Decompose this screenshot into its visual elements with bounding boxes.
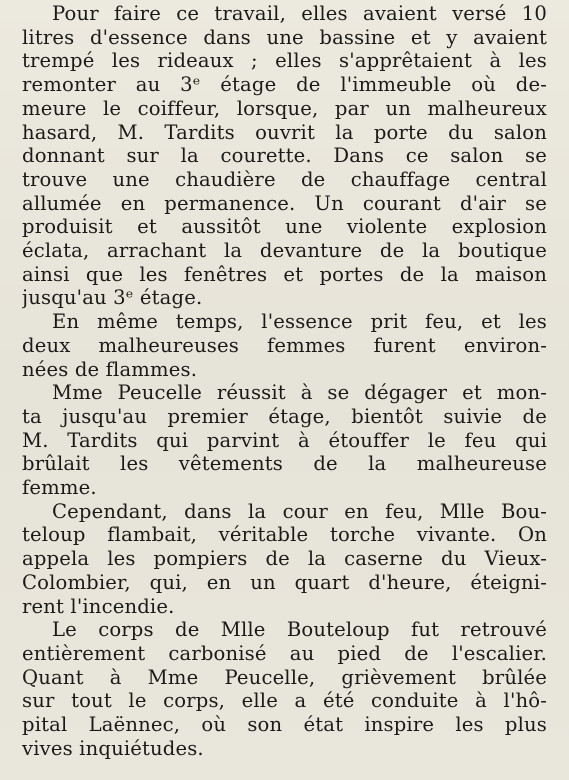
text-line: nées de flammes. (22, 357, 198, 381)
paragraph-3 (22, 381, 547, 500)
text-line: litres d'essence dans une bassine et y avaient (22, 25, 547, 49)
text-line: produisit et aussitôt une violente explosion (22, 215, 547, 239)
text-line: allumée en permanence. Un courant d'air se (22, 191, 547, 215)
text-line: remonter au 3ᵉ étage de l'immeuble où de- (22, 73, 547, 97)
paragraph-2 (22, 310, 547, 381)
text-line: Colombier, qui, en un quart d'heure, éteigni- (22, 570, 547, 594)
text-line: Mme Peucelle réussit à se dégager et mon- (52, 381, 547, 405)
text-line: En même temps, l'essence prit feu, et les (52, 310, 547, 334)
text-line: ainsi que les fenêtres et portes de la maison (22, 262, 547, 286)
text-line: vives inquiétudes. (22, 736, 204, 760)
paragraph-1 (22, 2, 547, 310)
paragraph-4 (22, 500, 547, 619)
text-line: Cependant, dans la cour en feu, Mlle Bou- (52, 499, 547, 523)
text-line: trempé les rideaux ; elles s'apprêtaient à les (22, 49, 547, 73)
text-line: éclata, arrachant la devanture de la boutique (22, 239, 547, 263)
text-line: Quant à Mme Peucelle, grièvement brûlée (22, 665, 547, 689)
text-line: femme. (22, 476, 97, 500)
text-line: rent l'incendie. (22, 594, 175, 618)
text-line: pital Laënnec, où son état inspire les plus (22, 713, 547, 737)
text-line: meure le coiffeur, lorsque, par un malheureux (22, 96, 547, 120)
text-line: Le corps de Mlle Bouteloup fut retrouvé (52, 618, 547, 642)
text-line: M. Tardits qui parvint à étouffer le feu qui (22, 428, 547, 452)
text-line: jusqu'au 3ᵉ étage. (22, 286, 203, 310)
text-line: Pour faire ce travail, elles avaient versé 10 (52, 2, 547, 25)
paragraph-5 (22, 618, 547, 760)
text-line: sur tout le corps, elle a été conduite à l'hô- (22, 689, 547, 713)
text-line: trouve une chaudière de chauffage central (22, 167, 547, 191)
text-line: appela les pompiers de la caserne du Vieux- (22, 547, 547, 571)
text-line: brûlait les vêtements de la malheureuse (22, 452, 547, 476)
text-line: teloup flambait, véritable torche vivante. On (22, 523, 547, 547)
text-line: deux malheureuses femmes furent environ- (22, 333, 547, 357)
text-line: donnant sur la courette. Dans ce salon se (22, 144, 547, 168)
text-line: entièrement carbonisé au pied de l'escalier. (22, 641, 547, 665)
text-line: hasard, M. Tardits ouvrit la porte du salon (22, 120, 547, 144)
text-line: ta jusqu'au premier étage, bientôt suivie de (22, 404, 547, 428)
